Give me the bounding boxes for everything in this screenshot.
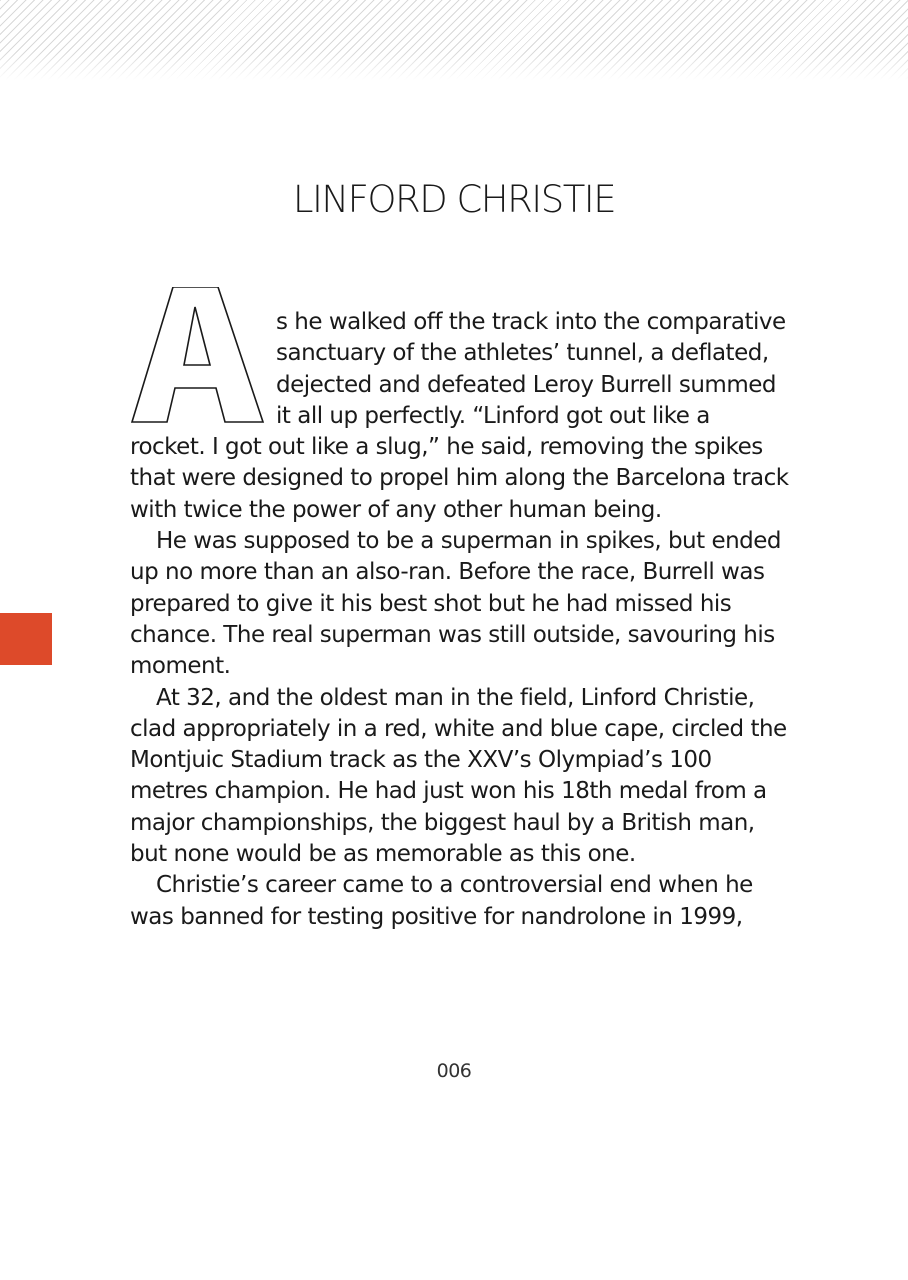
- article-body: [130, 307, 790, 933]
- section-tab-marker: [0, 613, 52, 665]
- drop-cap-letter: [130, 287, 266, 412]
- page-number: 006: [436, 1060, 472, 1082]
- paragraph-1: s he walked off the track into the comparative sanctuary of the athletes’ tunnel, a deflated, dejected and defeated Leroy Burrell summed it all up perfectly. “Linford got out like a rocket. I got out like a slug,” he said, removing the spikes that were designed to propel him along the Barcelona track with twice the power of any other human being.: [130, 309, 789, 523]
- paragraph-2: He was supposed to be a superman in spikes, but ended up no more than an also-ran. Before the race, Burrell was prepared to give it his best shot but he had missed his chance. The real superman was still outside, savouring his moment.: [130, 528, 782, 680]
- paragraph-3: At 32, and the oldest man in the field, Linford Christie, clad appropriately in a red, white and blue cape, circled the Montjuic Stadium track as the XXV’s Olympiad’s 100 metres champion. He had just won his 18th medal from a major championships, the biggest haul by a British man, but none would be as memorable as this one.: [130, 684, 787, 868]
- paragraph-4: Christie’s career came to a controversial end when he was banned for testing positive for nandrolone in 1999,: [130, 872, 753, 930]
- header-hatch-pattern: [0, 0, 908, 80]
- chapter-title: LINFORD CHRISTIE: [292, 178, 616, 221]
